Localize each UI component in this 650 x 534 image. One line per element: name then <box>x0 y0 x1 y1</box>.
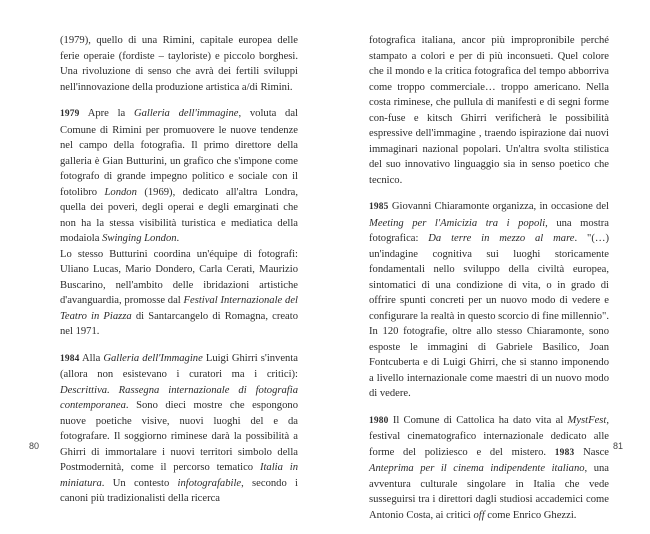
text-run: . Un contesto <box>101 477 178 489</box>
italic-title: Galleria dell'Immagine <box>103 352 203 364</box>
italic-title: Descrittiva. Rassegna internazionale di fotografia contemporanea <box>60 384 298 411</box>
year-label: 1980 <box>369 415 389 426</box>
paragraph-1979-intro <box>60 33 298 95</box>
text-run: (1969), dedicato all'altra Londra, quella dei poveri, degli operai e degli emarginati che non ha la stessa visibilità turistica e mediatica della modaiola <box>60 186 298 244</box>
text-run: . Sono dieci mostre che espongono nuove poetiche visive, nuovi luoghi del e da fotografare. Il soggiorno riminese darà la possibilità a Ghirri di immortalare i nuovi territori simbolo della Postmodernità, come il percorso tematico <box>60 400 298 473</box>
text-run: Il Comune di Cattolica ha dato vita al <box>388 414 568 426</box>
text-run: , una mostra fotografica: <box>369 217 609 244</box>
paragraph-1984 <box>60 351 298 507</box>
year-label: 1979 <box>60 109 80 119</box>
text-run: , una avventura culturale singolare in Italia che vede susseguirsi tra i direttori dagli studiosi accademici come Antonio Costa, ai critici <box>369 463 609 521</box>
right-page-text <box>369 33 609 534</box>
year-label: 1984 <box>60 353 80 364</box>
italic-title: London <box>104 186 137 198</box>
year-label: 1983 <box>554 447 575 458</box>
text-run: Nasce <box>574 446 609 458</box>
text-run: Lo stesso Butturini coordina un'équipe di fotografi: Uliano Lucas, Mario Dondero, Carla Cerati, Maurizio Buscarino, nell'ambito delle ibridazioni artistiche d'avanguardia, promosse dal <box>60 248 298 306</box>
paragraph-text: (1979), quello di una Rimini, capitale europea delle ferie operaie (fordiste – tayloriste) e piccolo borghesi. Una rivoluzione di senso che avrà dei fertili sviluppi nell'innovazione della produzione artistica a/di Rimini. <box>60 35 298 93</box>
italic-title: Da terre in mezzo al mare <box>428 233 575 244</box>
text-run: come Enrico Ghezzi. <box>484 509 577 521</box>
text-run: . <box>176 233 180 244</box>
italic-title: Anteprima per il cinema indipendente italiano <box>369 463 585 474</box>
italic-title: Meeting per l'Amicizia tra i popoli <box>369 217 546 229</box>
paragraph-butturini <box>60 247 298 340</box>
italic-title: MystFest <box>567 414 607 426</box>
italic-title: Festival Internazionale del Teatro in Piazza <box>60 295 298 322</box>
italic-title: off <box>473 509 485 521</box>
left-page-text <box>60 33 298 518</box>
paragraph-ghirri-color <box>369 33 609 188</box>
text-run: Luigi Ghirri s'inventa (allora non esistevano i curatori ma i critici): <box>60 352 298 380</box>
italic-title: Swinging London <box>102 233 177 244</box>
text-run: Giovanni Chiaramonte organizza, in occasione del <box>388 201 609 212</box>
year-label: 1985 <box>369 202 389 212</box>
text-run: . "(…) un'indagine cognitiva sui luoghi storicamente fondamentali nello sviluppo della civiltà europea, sintomatici di una condizione di vita, o in grado di offrire spunti concreti per un nuovo modo di vedere e configurare la realtà in questo scorcio di fine millennio". In 120 fotografie, oltre allo stesso Chiaramonte, sono esposte le immagini di Gabriele Basilico, Joan Fontcuberta e di Luigi Ghirri, che si stanno imponendo a livello internazionale come maestri di un nuovo modo di vedere. <box>369 233 609 399</box>
text-run: , festival cinematografico internazionale dedicato alle forme del poliziesco e del mistero. <box>369 414 609 458</box>
page-number-right: 81 <box>613 441 624 451</box>
paragraph-1980 <box>369 413 609 524</box>
text-run: di Santarcangelo di Romagna, creato nel 1971. <box>60 310 298 337</box>
text-run: , secondo i canoni più tradizionalisti della ricerca <box>60 477 298 504</box>
text-run: Alla <box>79 352 104 364</box>
paragraph-1979 <box>60 106 298 247</box>
italic-title: infotografabile <box>177 477 242 489</box>
page-number-left: 80 <box>29 441 40 451</box>
italic-title: Galleria dell'immagine <box>133 108 239 119</box>
text-run: , voluta dal Comune di Rimini per promuovere le nuove tendenze nel campo della fotografia. Il primo direttore della galleria è Gian Butturini, un grafico che s'impone come fotografo di grande impegno politico e sociale con il fotolibro <box>60 108 298 198</box>
text-run: Apre la <box>79 108 134 119</box>
text-run: , traendo ispirazione dai nuovi immaginari nazional popolari. Un'altra svolta stilistica del suo innovativo linguaggio sia in senso poetico che tecnico. <box>369 128 609 186</box>
text-run: fotografica italiana, ancor più impropronibile perché stampato a colori e per di più inconsueti. Quel colore che il mondo e la critica fotografica del tempo abborriva come troppo commerciale… troppo americano. Nella costa riminese, che pullula di manifesti e di segni forme con-fuse e kitsch Ghirri verificherà le possibilità espressive dell'immagine <box>369 35 609 139</box>
paragraph-1985 <box>369 199 609 402</box>
italic-title: Italia in miniatura <box>60 462 298 489</box>
